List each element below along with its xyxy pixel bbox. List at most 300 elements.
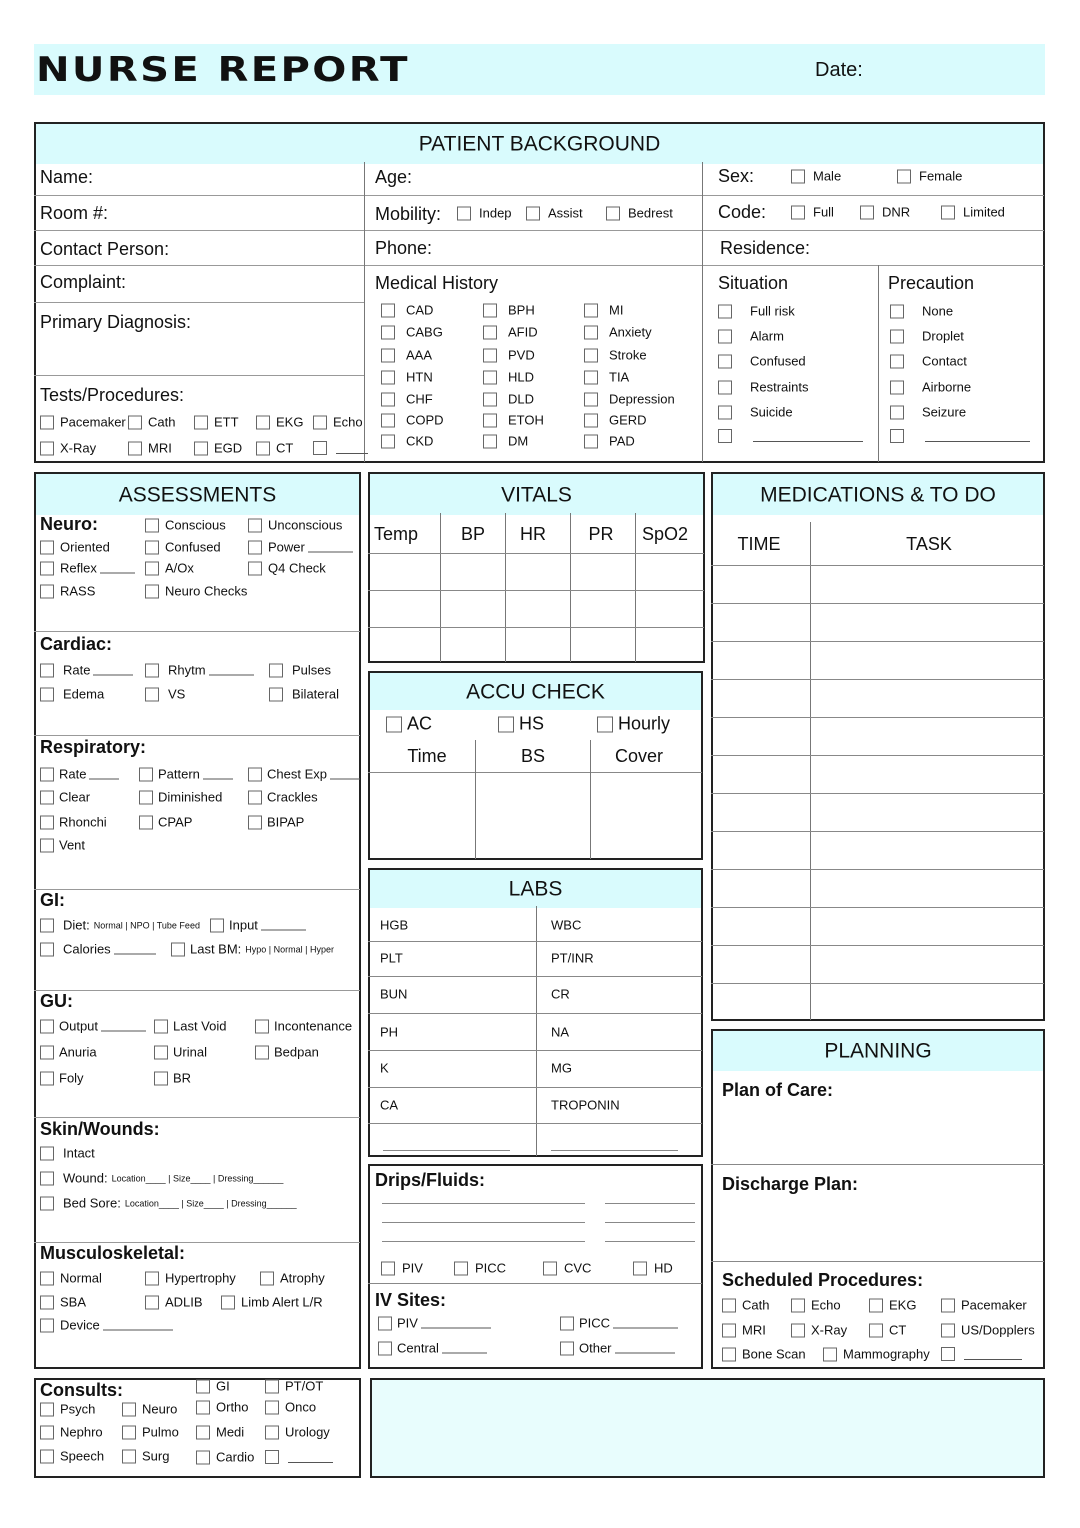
checkbox-items-4[interactable]: [248, 540, 353, 555]
checkbox-box[interactable]: [40, 767, 54, 781]
checkbox-iv-sites-2[interactable]: [378, 1341, 487, 1356]
write-in-line[interactable]: [383, 1150, 510, 1151]
checkbox-box[interactable]: [40, 540, 54, 554]
checkbox-items-7[interactable]: [248, 561, 326, 576]
checkbox-situation-1[interactable]: [718, 329, 784, 344]
write-in-line[interactable]: [925, 431, 1030, 442]
checkbox-diet[interactable]: [40, 918, 200, 933]
checkbox-items-5[interactable]: [248, 790, 318, 805]
checkbox-items-8[interactable]: [248, 815, 304, 830]
checkbox-box[interactable]: [560, 1341, 574, 1355]
checkbox-box[interactable]: [718, 429, 732, 443]
checkbox-box[interactable]: [386, 716, 402, 732]
checkbox-calories[interactable]: [40, 942, 156, 957]
checkbox-items-4[interactable]: [196, 1400, 249, 1415]
checkbox-1-1[interactable]: [483, 325, 538, 340]
checkbox-box[interactable]: [381, 348, 395, 362]
checkbox-items-8[interactable]: [196, 1425, 244, 1440]
checkbox-box[interactable]: [941, 205, 955, 219]
checkbox-items-1[interactable]: [265, 1379, 323, 1394]
checkbox-items-0[interactable]: [40, 1019, 146, 1034]
checkbox-box[interactable]: [248, 561, 262, 575]
checkbox-box[interactable]: [248, 767, 262, 781]
checkbox-box[interactable]: [40, 1425, 54, 1439]
checkbox-items-6[interactable]: [40, 1318, 173, 1333]
checkbox-situation-4[interactable]: [718, 405, 793, 420]
checkbox-code-options-0[interactable]: [791, 205, 834, 220]
checkbox-items-4[interactable]: [145, 687, 185, 702]
write-in-line[interactable]: [382, 1203, 585, 1204]
write-in-line[interactable]: [89, 769, 119, 780]
write-in-line[interactable]: [605, 1222, 695, 1223]
checkbox-options-1[interactable]: [498, 714, 544, 735]
checkbox-items-5[interactable]: [269, 687, 339, 702]
write-in-line[interactable]: [209, 665, 254, 676]
write-in-line[interactable]: [203, 769, 233, 780]
checkbox-box[interactable]: [171, 942, 185, 956]
checkbox-box[interactable]: [260, 1271, 274, 1285]
checkbox-items-1[interactable]: [145, 1271, 236, 1286]
checkbox-2-6[interactable]: [584, 434, 635, 449]
checkbox-box[interactable]: [40, 687, 54, 701]
checkbox-box[interactable]: [40, 584, 54, 598]
checkbox-box[interactable]: [221, 1295, 235, 1309]
checkbox-box[interactable]: [457, 206, 471, 220]
checkbox-box[interactable]: [722, 1323, 736, 1337]
checkbox-box[interactable]: [255, 1045, 269, 1059]
checkbox-scheduled-0[interactable]: [722, 1298, 769, 1313]
checkbox-box[interactable]: [718, 354, 732, 368]
checkbox-box[interactable]: [128, 415, 142, 429]
checkbox-items-1[interactable]: [248, 518, 342, 533]
checkbox-1-4[interactable]: [483, 392, 534, 407]
checkbox-items-6[interactable]: [40, 815, 107, 830]
checkbox-box[interactable]: [196, 1425, 210, 1439]
checkbox-box[interactable]: [145, 518, 159, 532]
checkbox-items-3[interactable]: [145, 540, 221, 555]
checkbox-box[interactable]: [40, 1295, 54, 1309]
checkbox-box[interactable]: [791, 1298, 805, 1312]
checkbox-box[interactable]: [633, 1261, 647, 1275]
checkbox-items-0[interactable]: [40, 767, 119, 782]
checkbox-tests-9[interactable]: [313, 441, 368, 455]
checkbox-box[interactable]: [941, 1298, 955, 1312]
checkbox-box[interactable]: [381, 392, 395, 406]
checkbox-items-3[interactable]: [40, 1295, 86, 1310]
checkbox-lines-3[interactable]: [633, 1261, 673, 1276]
checkbox-tests-5[interactable]: [40, 441, 96, 456]
write-in-line[interactable]: [103, 1320, 173, 1331]
write-in-line[interactable]: [382, 1222, 585, 1223]
checkbox-tests-8[interactable]: [256, 441, 293, 456]
checkbox-items-5[interactable]: [221, 1295, 323, 1310]
checkbox-items-0[interactable]: [145, 518, 226, 533]
checkbox-items-7[interactable]: [122, 1425, 179, 1440]
checkbox-box[interactable]: [483, 370, 497, 384]
checkbox-scheduled-2[interactable]: [869, 1298, 916, 1313]
checkbox-box[interactable]: [40, 1171, 54, 1185]
checkbox-box[interactable]: [483, 348, 497, 362]
checkbox-box[interactable]: [313, 441, 327, 455]
checkbox-box[interactable]: [897, 169, 911, 183]
write-in-line[interactable]: [330, 769, 360, 780]
checkbox-box[interactable]: [860, 205, 874, 219]
checkbox-options-2[interactable]: [597, 714, 670, 735]
write-in-line[interactable]: [101, 1021, 146, 1032]
write-in-line[interactable]: [336, 443, 368, 454]
checkbox-situation-2[interactable]: [718, 354, 806, 369]
write-in-line[interactable]: [753, 431, 863, 442]
checkbox-box[interactable]: [890, 380, 904, 394]
checkbox-box[interactable]: [584, 370, 598, 384]
checkbox-tests-1[interactable]: [128, 415, 175, 430]
checkbox-box[interactable]: [145, 540, 159, 554]
checkbox-box[interactable]: [823, 1347, 837, 1361]
checkbox-box[interactable]: [381, 370, 395, 384]
checkbox-items-5[interactable]: [255, 1045, 319, 1060]
checkbox-box[interactable]: [269, 663, 283, 677]
checkbox-box[interactable]: [248, 790, 262, 804]
checkbox-scheduled-4[interactable]: [722, 1323, 766, 1338]
checkbox-scheduled-6[interactable]: [869, 1323, 906, 1338]
checkbox-box[interactable]: [145, 663, 159, 677]
checkbox-box[interactable]: [40, 838, 54, 852]
checkbox-input[interactable]: [210, 918, 306, 933]
checkbox-box[interactable]: [584, 392, 598, 406]
checkbox-box[interactable]: [560, 1316, 574, 1330]
checkbox-box[interactable]: [196, 1379, 210, 1393]
checkbox-box[interactable]: [40, 1045, 54, 1059]
checkbox-box[interactable]: [869, 1323, 883, 1337]
checkbox-2-4[interactable]: [584, 392, 675, 407]
checkbox-box[interactable]: [890, 429, 904, 443]
write-in-line[interactable]: [382, 1241, 585, 1242]
checkbox-box[interactable]: [483, 434, 497, 448]
checkbox-bed-sore[interactable]: [40, 1196, 297, 1211]
checkbox-items-12[interactable]: [196, 1450, 254, 1465]
checkbox-items-0[interactable]: [40, 663, 133, 678]
checkbox-items-9[interactable]: [265, 1425, 330, 1440]
checkbox-box[interactable]: [40, 415, 54, 429]
checkbox-situation-0[interactable]: [718, 304, 795, 319]
checkbox-box[interactable]: [40, 942, 54, 956]
checkbox-wound[interactable]: [40, 1171, 283, 1186]
checkbox-items-8[interactable]: [40, 584, 95, 599]
checkbox-iv-sites-0[interactable]: [378, 1316, 491, 1331]
checkbox-2-2[interactable]: [584, 348, 647, 363]
checkbox-items-5[interactable]: [265, 1400, 316, 1415]
checkbox-items-1[interactable]: [154, 1019, 227, 1034]
checkbox-1-5[interactable]: [483, 413, 544, 428]
checkbox-precaution-4[interactable]: [890, 405, 966, 420]
checkbox-items-1[interactable]: [145, 663, 254, 678]
checkbox-box[interactable]: [194, 415, 208, 429]
checkbox-box[interactable]: [454, 1261, 468, 1275]
checkbox-items-0[interactable]: [40, 1271, 102, 1286]
checkbox-tests-2[interactable]: [194, 415, 239, 430]
checkbox-sex-options-0[interactable]: [791, 169, 841, 184]
write-in-line[interactable]: [261, 920, 306, 931]
checkbox-items-5[interactable]: [40, 561, 135, 576]
checkbox-box[interactable]: [40, 1318, 54, 1332]
checkbox-box[interactable]: [941, 1347, 955, 1361]
checkbox-items-2[interactable]: [260, 1271, 325, 1286]
checkbox-box[interactable]: [139, 790, 153, 804]
checkbox-box[interactable]: [139, 815, 153, 829]
checkbox-iv-sites-1[interactable]: [560, 1316, 678, 1331]
checkbox-0-6[interactable]: [381, 434, 433, 449]
checkbox-precaution-0[interactable]: [890, 304, 953, 319]
checkbox-lines-0[interactable]: [381, 1261, 423, 1276]
checkbox-lines-2[interactable]: [543, 1261, 591, 1276]
checkbox-box[interactable]: [718, 405, 732, 419]
checkbox-items-0[interactable]: [196, 1379, 230, 1394]
checkbox-box[interactable]: [378, 1341, 392, 1355]
checkbox-precaution-3[interactable]: [890, 380, 971, 395]
checkbox-box[interactable]: [584, 325, 598, 339]
checkbox-scheduled-7[interactable]: [941, 1323, 1035, 1338]
checkbox-box[interactable]: [265, 1450, 279, 1464]
checkbox-box[interactable]: [248, 540, 262, 554]
checkbox-box[interactable]: [40, 1071, 54, 1085]
checkbox-box[interactable]: [869, 1298, 883, 1312]
checkbox-box[interactable]: [40, 663, 54, 677]
checkbox-box[interactable]: [265, 1379, 279, 1393]
checkbox-box[interactable]: [145, 561, 159, 575]
checkbox-1-6[interactable]: [483, 434, 528, 449]
checkbox-items-1[interactable]: [139, 767, 233, 782]
checkbox-box[interactable]: [483, 392, 497, 406]
checkbox-0-0[interactable]: [381, 303, 433, 318]
checkbox-box[interactable]: [381, 303, 395, 317]
write-in-line[interactable]: [613, 1318, 678, 1329]
checkbox-box[interactable]: [265, 1400, 279, 1414]
checkbox-0-1[interactable]: [381, 325, 443, 340]
checkbox-box[interactable]: [543, 1261, 557, 1275]
checkbox-box[interactable]: [606, 206, 620, 220]
checkbox-box[interactable]: [154, 1019, 168, 1033]
checkbox-box[interactable]: [584, 434, 598, 448]
checkbox-1-0[interactable]: [483, 303, 535, 318]
checkbox-box[interactable]: [718, 329, 732, 343]
checkbox-0-3[interactable]: [381, 370, 433, 385]
checkbox-box[interactable]: [122, 1449, 136, 1463]
checkbox-box[interactable]: [378, 1316, 392, 1330]
checkbox-box[interactable]: [40, 815, 54, 829]
checkbox-0-4[interactable]: [381, 392, 433, 407]
checkbox-box[interactable]: [139, 767, 153, 781]
checkbox-box[interactable]: [154, 1071, 168, 1085]
checkbox-scheduled-1[interactable]: [791, 1298, 841, 1313]
checkbox-box[interactable]: [483, 413, 497, 427]
checkbox-iv-sites-3[interactable]: [560, 1341, 675, 1356]
checkbox-scheduled-10[interactable]: [941, 1347, 1022, 1361]
checkbox-box[interactable]: [145, 687, 159, 701]
checkbox-box[interactable]: [941, 1323, 955, 1337]
checkbox-box[interactable]: [255, 1019, 269, 1033]
checkbox-box[interactable]: [196, 1400, 210, 1414]
checkbox-code-options-2[interactable]: [941, 205, 1005, 220]
checkbox-box[interactable]: [791, 1323, 805, 1337]
checkbox-items-2[interactable]: [40, 1402, 95, 1417]
checkbox-options-0[interactable]: [386, 714, 432, 735]
checkbox-items-4[interactable]: [154, 1045, 207, 1060]
checkbox-items-7[interactable]: [139, 815, 192, 830]
checkbox-items-3[interactable]: [40, 790, 90, 805]
checkbox-situation-3[interactable]: [718, 380, 809, 395]
checkbox-situation-5[interactable]: [718, 429, 863, 443]
checkbox-box[interactable]: [196, 1450, 210, 1464]
write-in-line[interactable]: [551, 1150, 678, 1151]
checkbox-box[interactable]: [40, 1146, 54, 1160]
checkbox-items-3[interactable]: [122, 1402, 177, 1417]
checkbox-box[interactable]: [381, 1261, 395, 1275]
checkbox-box[interactable]: [40, 1019, 54, 1033]
checkbox-box[interactable]: [890, 354, 904, 368]
checkbox-precaution-2[interactable]: [890, 354, 967, 369]
checkbox-box[interactable]: [597, 716, 613, 732]
checkbox-box[interactable]: [381, 325, 395, 339]
checkbox-box[interactable]: [40, 790, 54, 804]
checkbox-box[interactable]: [722, 1347, 736, 1361]
checkbox-items-2[interactable]: [40, 540, 110, 555]
checkbox-box[interactable]: [40, 1196, 54, 1210]
checkbox-items-2[interactable]: [248, 767, 360, 782]
checkbox-items-3[interactable]: [40, 687, 104, 702]
checkbox-box[interactable]: [40, 1271, 54, 1285]
checkbox-items-7[interactable]: [154, 1071, 191, 1086]
checkbox-sex-options-1[interactable]: [897, 169, 962, 184]
checkbox-items-4[interactable]: [145, 1295, 203, 1310]
write-in-line[interactable]: [308, 542, 353, 553]
checkbox-box[interactable]: [526, 206, 540, 220]
checkbox-code-options-1[interactable]: [860, 205, 910, 220]
write-in-line[interactable]: [605, 1241, 695, 1242]
checkbox-box[interactable]: [584, 303, 598, 317]
checkbox-items-9[interactable]: [145, 584, 247, 599]
checkbox-tests-7[interactable]: [194, 441, 242, 456]
checkbox-precaution-5[interactable]: [890, 429, 1030, 443]
write-in-line[interactable]: [615, 1343, 675, 1354]
checkbox-box[interactable]: [40, 1402, 54, 1416]
checkbox-items-11[interactable]: [122, 1449, 169, 1464]
checkbox-box[interactable]: [40, 1449, 54, 1463]
checkbox-box[interactable]: [890, 329, 904, 343]
checkbox-2-3[interactable]: [584, 370, 629, 385]
write-in-line[interactable]: [114, 944, 156, 955]
checkbox-label: Normal: [60, 1270, 102, 1286]
checkbox-2-1[interactable]: [584, 325, 652, 340]
write-in-line[interactable]: [964, 1349, 1022, 1360]
checkbox-box[interactable]: [381, 434, 395, 448]
checkbox-box[interactable]: [40, 561, 54, 575]
checkbox-tests-3[interactable]: [256, 415, 303, 430]
checkbox-items-13[interactable]: [265, 1450, 333, 1464]
write-in-line[interactable]: [100, 563, 135, 574]
checkbox-box[interactable]: [154, 1045, 168, 1059]
checkbox-box[interactable]: [890, 304, 904, 318]
checkbox-items-6[interactable]: [40, 1425, 103, 1440]
checkbox-mobility-options-0[interactable]: [457, 206, 512, 221]
checkbox-box[interactable]: [40, 918, 54, 932]
checkbox-mobility-options-1[interactable]: [526, 206, 583, 221]
checkbox-0-2[interactable]: [381, 348, 432, 363]
checkbox-box[interactable]: [890, 405, 904, 419]
checkbox-box[interactable]: [248, 518, 262, 532]
checkbox-box[interactable]: [256, 441, 270, 455]
checkbox-box[interactable]: [483, 325, 497, 339]
checkbox-box[interactable]: [313, 415, 327, 429]
checkbox-box[interactable]: [718, 380, 732, 394]
checkbox-scheduled-9[interactable]: [823, 1347, 930, 1362]
checkbox-1-3[interactable]: [483, 370, 534, 385]
checkbox-box[interactable]: [381, 413, 395, 427]
checkbox-mobility-options-2[interactable]: [606, 206, 673, 221]
checkbox-box[interactable]: [584, 348, 598, 362]
checkbox-box[interactable]: [122, 1402, 136, 1416]
write-in-line[interactable]: [421, 1318, 491, 1329]
checkbox-box[interactable]: [256, 415, 270, 429]
checkbox-box[interactable]: [722, 1298, 736, 1312]
checkbox-box[interactable]: [718, 304, 732, 318]
checkbox-box[interactable]: [145, 1271, 159, 1285]
checkbox-box[interactable]: [791, 169, 805, 183]
checkbox-box[interactable]: [248, 815, 262, 829]
checkbox-box[interactable]: [122, 1425, 136, 1439]
checkbox-scheduled-8[interactable]: [722, 1347, 806, 1362]
checkbox-box[interactable]: [145, 584, 159, 598]
checkbox-2-0[interactable]: [584, 303, 623, 318]
checkbox-items-6[interactable]: [145, 561, 194, 576]
write-in-line[interactable]: [442, 1343, 487, 1354]
checkbox-precaution-1[interactable]: [890, 329, 964, 344]
checkbox-box[interactable]: [194, 441, 208, 455]
checkbox-0-5[interactable]: [381, 413, 444, 428]
write-in-line[interactable]: [288, 1452, 333, 1463]
checkbox-items-9[interactable]: [40, 838, 85, 853]
checkbox-items-3[interactable]: [40, 1045, 97, 1060]
checkbox-box[interactable]: [265, 1425, 279, 1439]
checkbox-box[interactable]: [128, 441, 142, 455]
checkbox-tests-0[interactable]: [40, 415, 126, 430]
checkbox-1-2[interactable]: [483, 348, 535, 363]
checkbox-box[interactable]: [483, 303, 497, 317]
checkbox-box[interactable]: [498, 716, 514, 732]
checkbox-tests-6[interactable]: [128, 441, 172, 456]
checkbox-scheduled-3[interactable]: [941, 1298, 1027, 1313]
checkbox-items-2[interactable]: [269, 663, 331, 678]
checkbox-tests-4[interactable]: [313, 415, 363, 430]
checkbox-items-4[interactable]: [139, 790, 222, 805]
write-in-line[interactable]: [93, 665, 133, 676]
checkbox-items-10[interactable]: [40, 1449, 104, 1464]
lab-label: WBC: [551, 917, 582, 933]
checkbox-lines-1[interactable]: [454, 1261, 506, 1276]
checkbox-items-6[interactable]: [40, 1071, 84, 1086]
checkbox-scheduled-5[interactable]: [791, 1323, 847, 1338]
checkbox-box[interactable]: [791, 205, 805, 219]
checkbox-last-bm[interactable]: [171, 942, 334, 957]
checkbox-items-2[interactable]: [255, 1019, 352, 1034]
write-in-line[interactable]: [605, 1203, 695, 1204]
checkbox-box[interactable]: [210, 918, 224, 932]
checkbox-box[interactable]: [269, 687, 283, 701]
checkbox-2-5[interactable]: [584, 413, 647, 428]
checkbox-box[interactable]: [584, 413, 598, 427]
checkbox-intact[interactable]: [40, 1146, 95, 1161]
checkbox-box[interactable]: [40, 441, 54, 455]
checkbox-box[interactable]: [145, 1295, 159, 1309]
